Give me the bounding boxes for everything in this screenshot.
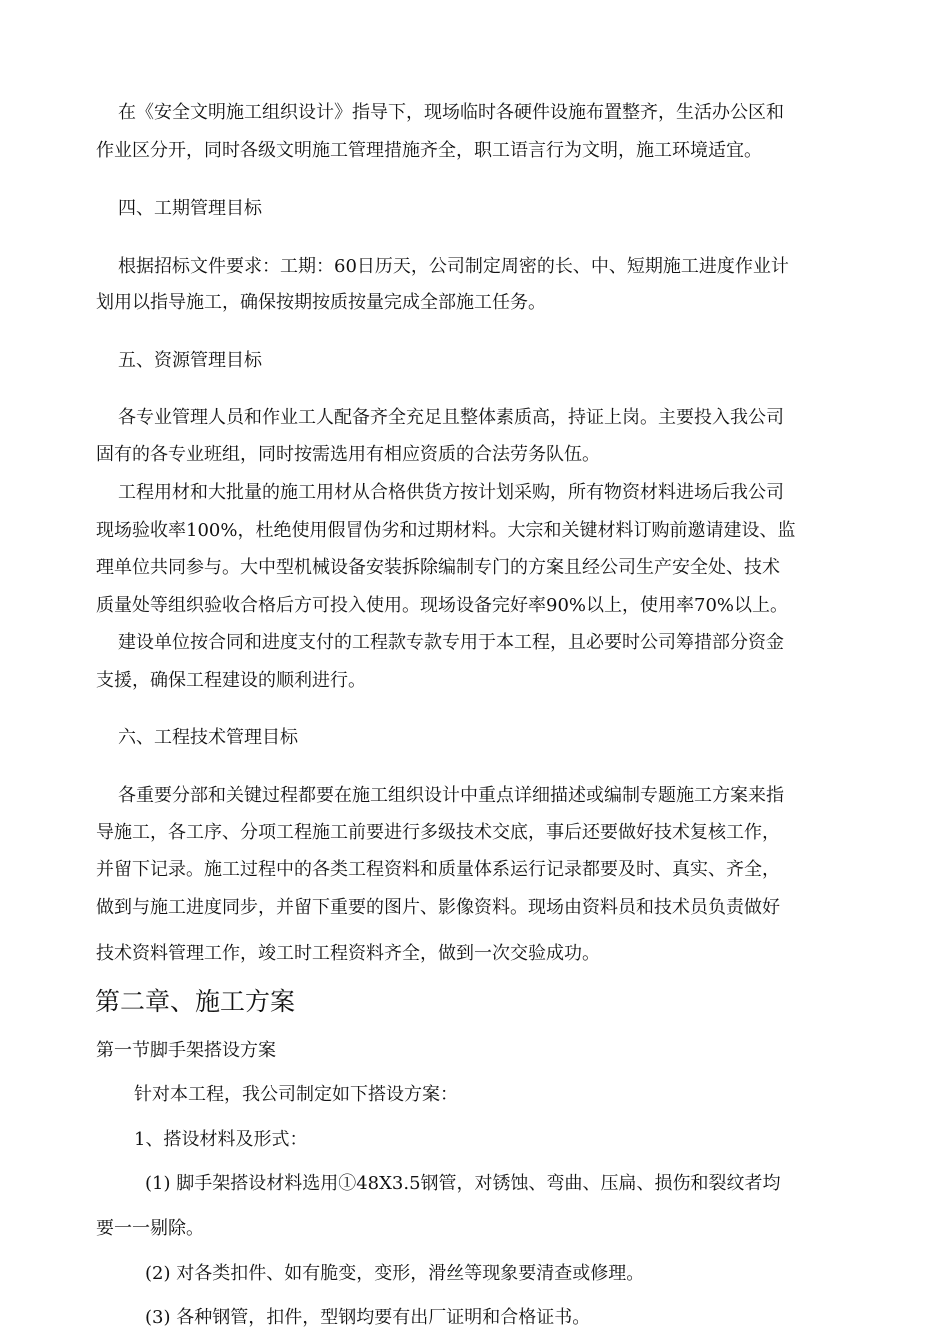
- sub-item-1-line-1: (1) 脚手架搭设材料选用①48X3.5钢管，对锈蚀、弯曲、压扁、损伤和裂纹者均: [145, 1173, 781, 1194]
- paragraph-technical-line-3: 并留下记录。施工过程中的各类工程资料和质量体系运行记录都要及时、真实、齐全，: [96, 859, 780, 880]
- paragraph-resource-2-line-1: 工程用材和大批量的施工用材从合格供货方按计划采购，所有物资材料进场后我公司: [118, 482, 784, 503]
- paragraph-resource-2-line-2: 现场验收率100%，杜绝使用假冒伪劣和过期材料。大宗和关键材料订购前邀请建设、监: [96, 520, 796, 541]
- sub-item-2: (2) 对各类扣件、如有脆变，变形，滑丝等现象要清查或修理。: [145, 1263, 645, 1284]
- paragraph-technical-line-5: 技术资料管理工作，竣工时工程资料齐全，做到一次交验成功。: [96, 943, 600, 964]
- list-item-materials: 1、搭设材料及形式：: [134, 1129, 308, 1150]
- paragraph-resource-3-line-2: 支援，确保工程建设的顺利进行。: [96, 670, 366, 691]
- heading-resource-goal: 五、资源管理目标: [118, 350, 262, 371]
- paragraph-technical-line-1: 各重要分部和关键过程都要在施工组织设计中重点详细描述或编制专题施工方案来指: [118, 785, 784, 806]
- heading-schedule-goal: 四、工期管理目标: [118, 198, 262, 219]
- paragraph-resource-1-line-2: 固有的各专业班组，同时按需选用有相应资质的合法劳务队伍。: [96, 444, 600, 465]
- paragraph-civil-line-2: 作业区分开，同时各级文明施工管理措施齐全，职工语言行为文明，施工环境适宜。: [96, 140, 762, 161]
- paragraph-resource-2-line-3: 理单位共同参与。大中型机械设备安装拆除编制专门的方案且经公司生产安全处、技术: [96, 557, 780, 578]
- paragraph-resource-2-line-4: 质量处等组织验收合格后方可投入使用。现场设备完好率90%以上，使用率70%以上。: [96, 595, 789, 616]
- paragraph-technical-line-2: 导施工，各工序、分项工程施工前要进行多级技术交底，事后还要做好技术复核工作，: [96, 822, 780, 843]
- paragraph-technical-line-4: 做到与施工进度同步，并留下重要的图片、影像资料。现场由资料员和技术员负责做好: [96, 897, 780, 918]
- sub-item-3: (3) 各种钢管，扣件，型钢均要有出厂证明和合格证书。: [145, 1307, 591, 1328]
- paragraph-resource-1-line-1: 各专业管理人员和作业工人配备齐全充足且整体素质高，持证上岗。主要投入我公司: [118, 407, 784, 428]
- paragraph-schedule-line-1: 根据招标文件要求：工期：60日历天，公司制定周密的长、中、短期施工进度作业计: [118, 256, 789, 277]
- chapter-title: 第二章、施工方案: [95, 987, 296, 1016]
- sub-item-1-line-2: 要一一剔除。: [96, 1218, 204, 1239]
- paragraph-schedule-line-2: 划用以指导施工，确保按期按质按量完成全部施工任务。: [96, 292, 546, 313]
- heading-technical-goal: 六、工程技术管理目标: [118, 727, 298, 748]
- paragraph-intro: 针对本工程，我公司制定如下搭设方案：: [134, 1084, 458, 1105]
- paragraph-resource-3-line-1: 建设单位按合同和进度支付的工程款专款专用于本工程，且必要时公司筹措部分资金: [118, 632, 784, 653]
- paragraph-civil-line-1: 在《安全文明施工组织设计》指导下，现场临时各硬件设施布置整齐，生活办公区和: [118, 102, 784, 123]
- section-title-scaffolding: 第一节脚手架搭设方案: [96, 1040, 276, 1061]
